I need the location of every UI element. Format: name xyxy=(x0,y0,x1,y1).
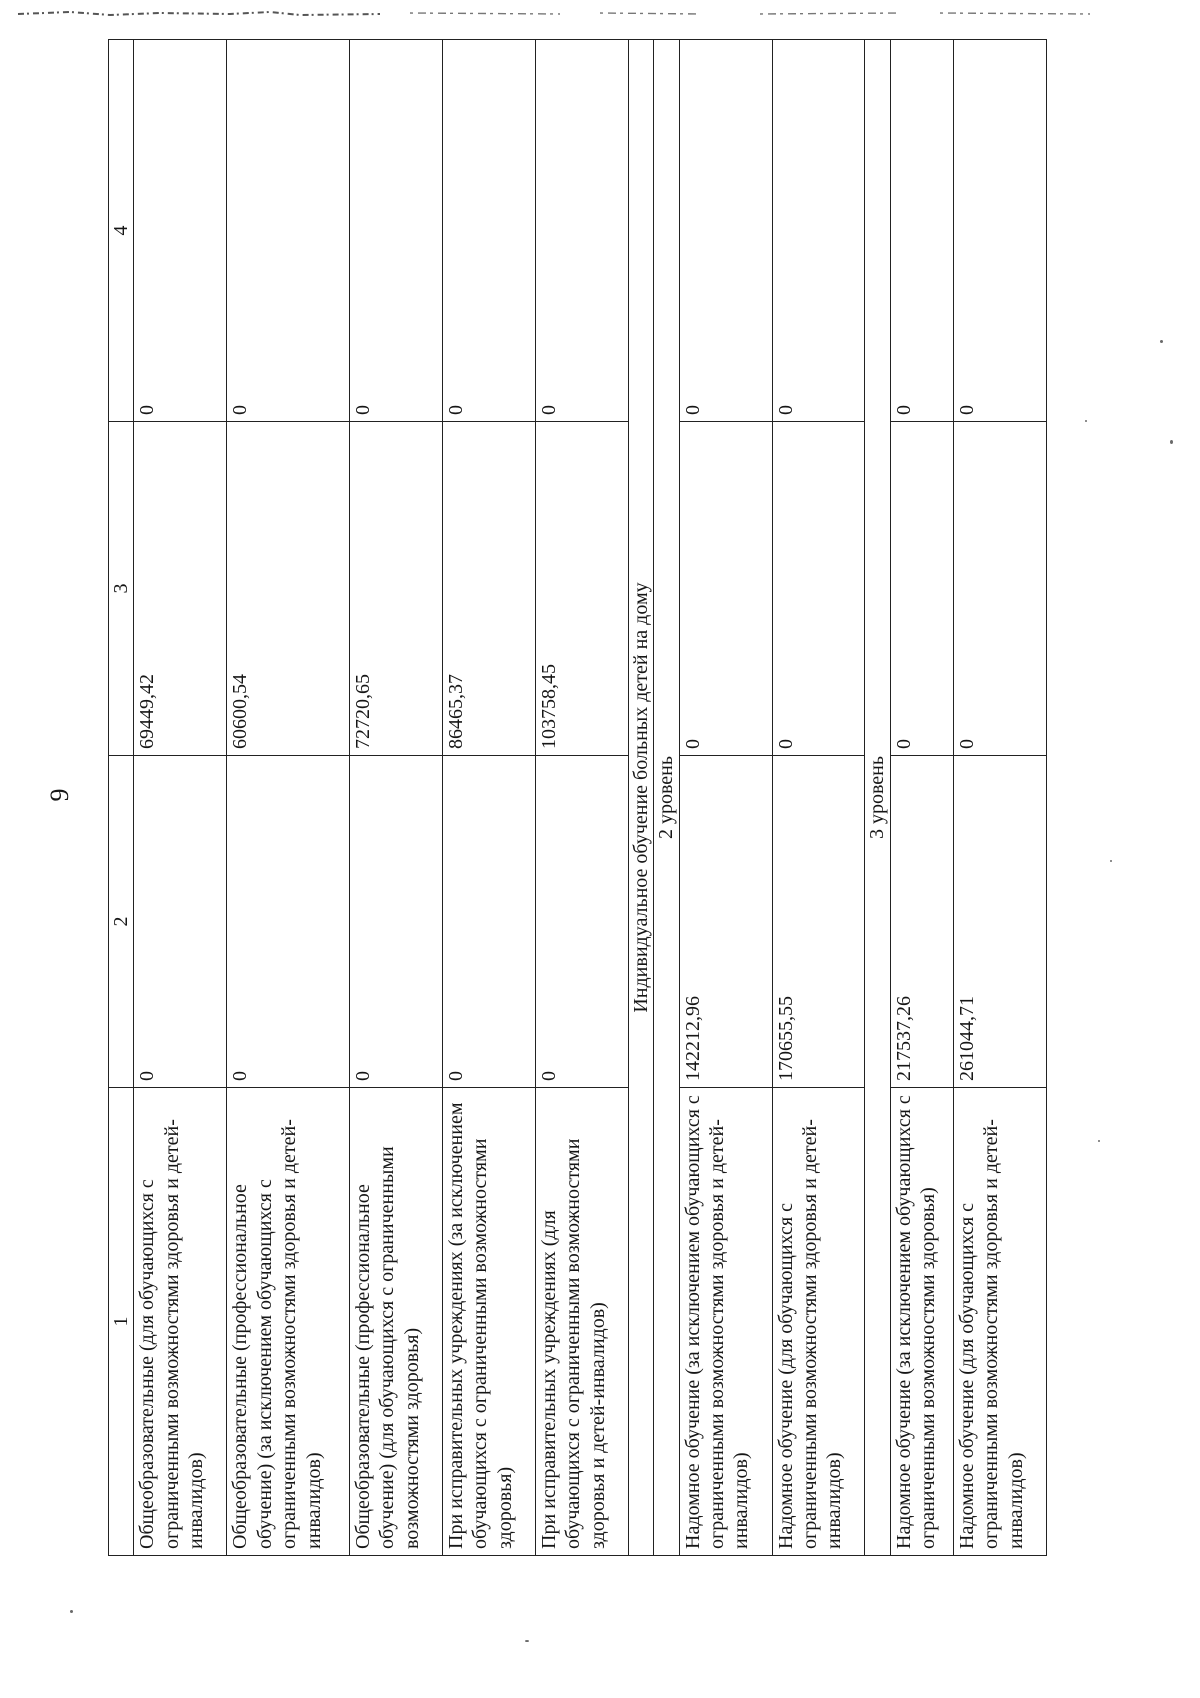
row-value-col-4: 0 xyxy=(350,40,443,422)
table-row xyxy=(890,40,953,1556)
row-value-col-4: 0 xyxy=(890,40,953,422)
scan-speck xyxy=(1160,340,1163,343)
row-value-col-3: 60600,54 xyxy=(227,422,350,756)
row-value-col-2: 142212,96 xyxy=(679,756,772,1088)
row-value-col-2: 0 xyxy=(535,756,628,1088)
table-row xyxy=(772,40,865,1556)
row-label: Надомное обучение (для обучающихся с ограниченными возможностями здоровья и детей-инвалидов) xyxy=(954,1088,1047,1556)
row-value-col-3: 0 xyxy=(679,422,772,756)
row-value-col-4: 0 xyxy=(772,40,865,422)
row-value-col-2: 0 xyxy=(227,756,350,1088)
rates-table-container xyxy=(108,40,1047,1556)
row-value-col-4: 0 xyxy=(134,40,227,422)
row-value-col-2: 170655,55 xyxy=(772,756,865,1088)
row-value-col-4: 0 xyxy=(535,40,628,422)
row-value-col-2: 0 xyxy=(134,756,227,1088)
row-value-col-4: 0 xyxy=(442,40,535,422)
scan-speck xyxy=(1110,860,1112,862)
row-label: Надомное обучение (за исключением обучающихся с ограниченными возможностями здоровья) xyxy=(890,1088,953,1556)
subsection-title-row xyxy=(865,40,890,1556)
scan-edge-noise xyxy=(0,0,1200,22)
row-label: При исправительных учреждениях (для обучающихся с ограниченными возможностями здоровья и детей-инвалидов) xyxy=(535,1088,628,1556)
row-value-col-4: 0 xyxy=(227,40,350,422)
table-row xyxy=(134,40,227,1556)
page-number: 9 xyxy=(45,788,74,802)
row-label: Надомное обучение (за исключением обучающихся с ограниченными возможностями здоровья и детей-инвалидов) xyxy=(679,1088,772,1556)
scan-speck xyxy=(1170,440,1173,444)
header-col-2: 2 xyxy=(109,756,134,1088)
row-value-col-3: 0 xyxy=(772,422,865,756)
scan-speck xyxy=(70,1610,73,1613)
row-value-col-3: 69449,42 xyxy=(134,422,227,756)
row-value-col-3: 0 xyxy=(954,422,1047,756)
header-col-1: 1 xyxy=(109,1088,134,1556)
table-row xyxy=(679,40,772,1556)
section-title-row xyxy=(628,40,653,1556)
section-title: Индивидуальное обучение больных детей на дому xyxy=(628,40,653,1556)
table-row xyxy=(442,40,535,1556)
table-row xyxy=(227,40,350,1556)
table-header-row xyxy=(109,40,134,1556)
row-value-col-3: 0 xyxy=(890,422,953,756)
row-value-col-4: 0 xyxy=(679,40,772,422)
subsection-title-row xyxy=(654,40,679,1556)
rates-table xyxy=(108,39,1047,1556)
table-row xyxy=(350,40,443,1556)
row-value-col-3: 72720,65 xyxy=(350,422,443,756)
level-3-title: 3 уровень xyxy=(865,40,890,1556)
header-col-4: 4 xyxy=(109,40,134,422)
row-value-col-2: 217537,26 xyxy=(890,756,953,1088)
row-value-col-2: 0 xyxy=(442,756,535,1088)
row-label: Общеобразовательные (профессиональное обучение) (для обучающихся с ограниченными возможностями здоровья) xyxy=(350,1088,443,1556)
row-value-col-2: 261044,71 xyxy=(954,756,1047,1088)
row-label: Надомное обучение (для обучающихся с ограниченными возможностями здоровья и детей-инвалидов) xyxy=(772,1088,865,1556)
table-row xyxy=(535,40,628,1556)
row-label: Общеобразовательные (для обучающихся с ограниченными возможностями здоровья и детей-инвалидов) xyxy=(134,1088,227,1556)
row-label: При исправительных учреждениях (за исключением обучающихся с ограниченными возможностями здоровья) xyxy=(442,1088,535,1556)
scan-speck xyxy=(1098,1140,1100,1142)
row-label: Общеобразовательные (профессиональное обучение) (за исключением обучающихся с ограниченными возможностями здоровья и детей-инвалидов) xyxy=(227,1088,350,1556)
row-value-col-4: 0 xyxy=(954,40,1047,422)
row-value-col-3: 86465,37 xyxy=(442,422,535,756)
scan-speck xyxy=(1085,420,1087,422)
scan-speck xyxy=(525,1640,529,1642)
level-2-title: 2 уровень xyxy=(654,40,679,1556)
row-value-col-2: 0 xyxy=(350,756,443,1088)
row-value-col-3: 103758,45 xyxy=(535,422,628,756)
table-row xyxy=(954,40,1047,1556)
header-col-3: 3 xyxy=(109,422,134,756)
